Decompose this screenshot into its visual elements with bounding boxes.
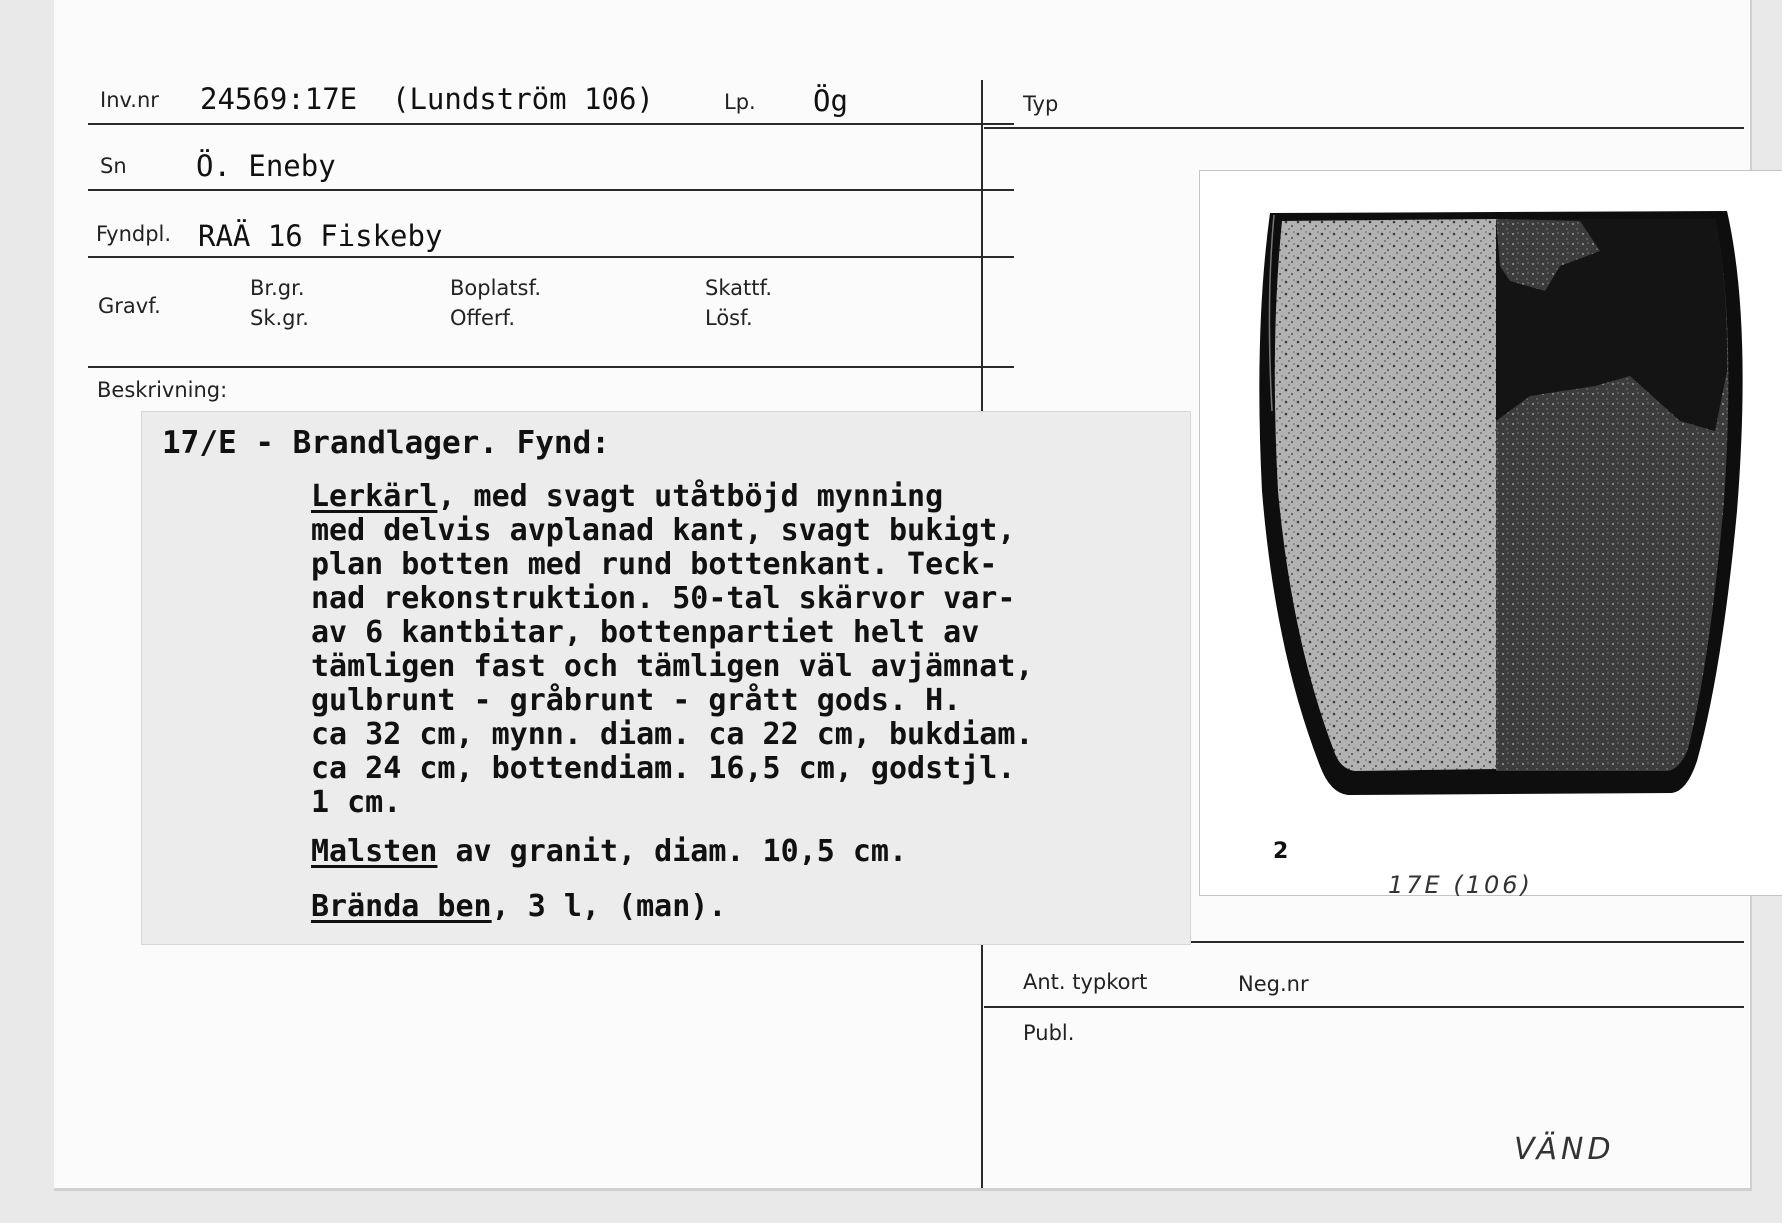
sn-label: Sn <box>100 154 127 178</box>
invnr-value: 24569:17E <box>200 82 358 116</box>
figure-caption: 17E (106) <box>1388 871 1533 899</box>
rule-row-gravf <box>88 366 1014 368</box>
fyndpl-value: RAÄ 16 Fiskeby <box>198 219 443 253</box>
description-heading: 17/E - Brandlager. Fynd: <box>162 425 610 461</box>
description-item-lerkarl <box>311 480 1171 820</box>
sn-value: Ö. Eneby <box>196 149 336 183</box>
beskrivning-label: Beskrivning: <box>97 378 228 402</box>
lp-value: Ög <box>813 84 848 118</box>
brgr-label: Br.gr. <box>250 276 305 300</box>
ant-typkort-label: Ant. typkort <box>1023 970 1148 994</box>
skattf-label: Skattf. <box>705 276 772 300</box>
offerf-label: Offerf. <box>450 306 516 330</box>
lp-label: Lp. <box>724 90 756 114</box>
item-text: av granit, diam. 10,5 cm. <box>437 834 908 869</box>
boplatsf-label: Boplatsf. <box>450 276 542 300</box>
invnr-label: Inv.nr <box>100 88 159 112</box>
rule-row-invnr <box>88 123 1014 125</box>
rule-row-fyndpl <box>88 256 1014 258</box>
item-term: Malsten <box>311 834 438 869</box>
rule-row-sn <box>88 189 1014 191</box>
vand-stamp: VÄND <box>1514 1132 1615 1167</box>
fyndpl-label: Fyndpl. <box>96 222 172 246</box>
catalog-card <box>54 0 1752 1191</box>
description-item-branda-ben <box>311 890 1171 924</box>
rule-typ <box>984 127 1744 129</box>
description-text-area <box>141 411 1191 945</box>
rule-ant-bottom <box>984 1006 1744 1008</box>
description-item-malsten <box>311 835 1171 869</box>
vessel-drawing-photo <box>1199 170 1782 899</box>
publ-label: Publ. <box>1023 1021 1075 1045</box>
item-text: , med svagt utåtböjd mynning med delvis avplanad kant, svagt bukigt, plan botten med rund bottenkant. Teck- nad rekonstruktion. 50-tal skärvor var- av 6 kantbitar, bottenpartiet helt av tämligen fast och tämligen väl avjämnat, gulbrunt - gråbrunt - grått gods. H. ca 32 cm, mynn. diam. ca 22 cm, bukdiam. ca 24 cm, bottendiam. 16,5 cm, godstjl. 1 cm. <box>311 479 1034 820</box>
neg-nr-label: Neg.nr <box>1238 972 1309 996</box>
item-term: Brända ben <box>311 889 492 924</box>
typ-label: Typ <box>1023 92 1059 116</box>
losf-label: Lösf. <box>705 306 753 330</box>
invnr-note: (Lundström 106) <box>392 82 654 116</box>
item-text: , 3 l, (man). <box>491 889 727 924</box>
figure-number: 2 <box>1273 839 1289 864</box>
gravf-label: Gravf. <box>98 294 161 318</box>
skgr-label: Sk.gr. <box>250 306 309 330</box>
item-term: Lerkärl <box>311 479 438 514</box>
vessel-drawing <box>1200 171 1782 895</box>
